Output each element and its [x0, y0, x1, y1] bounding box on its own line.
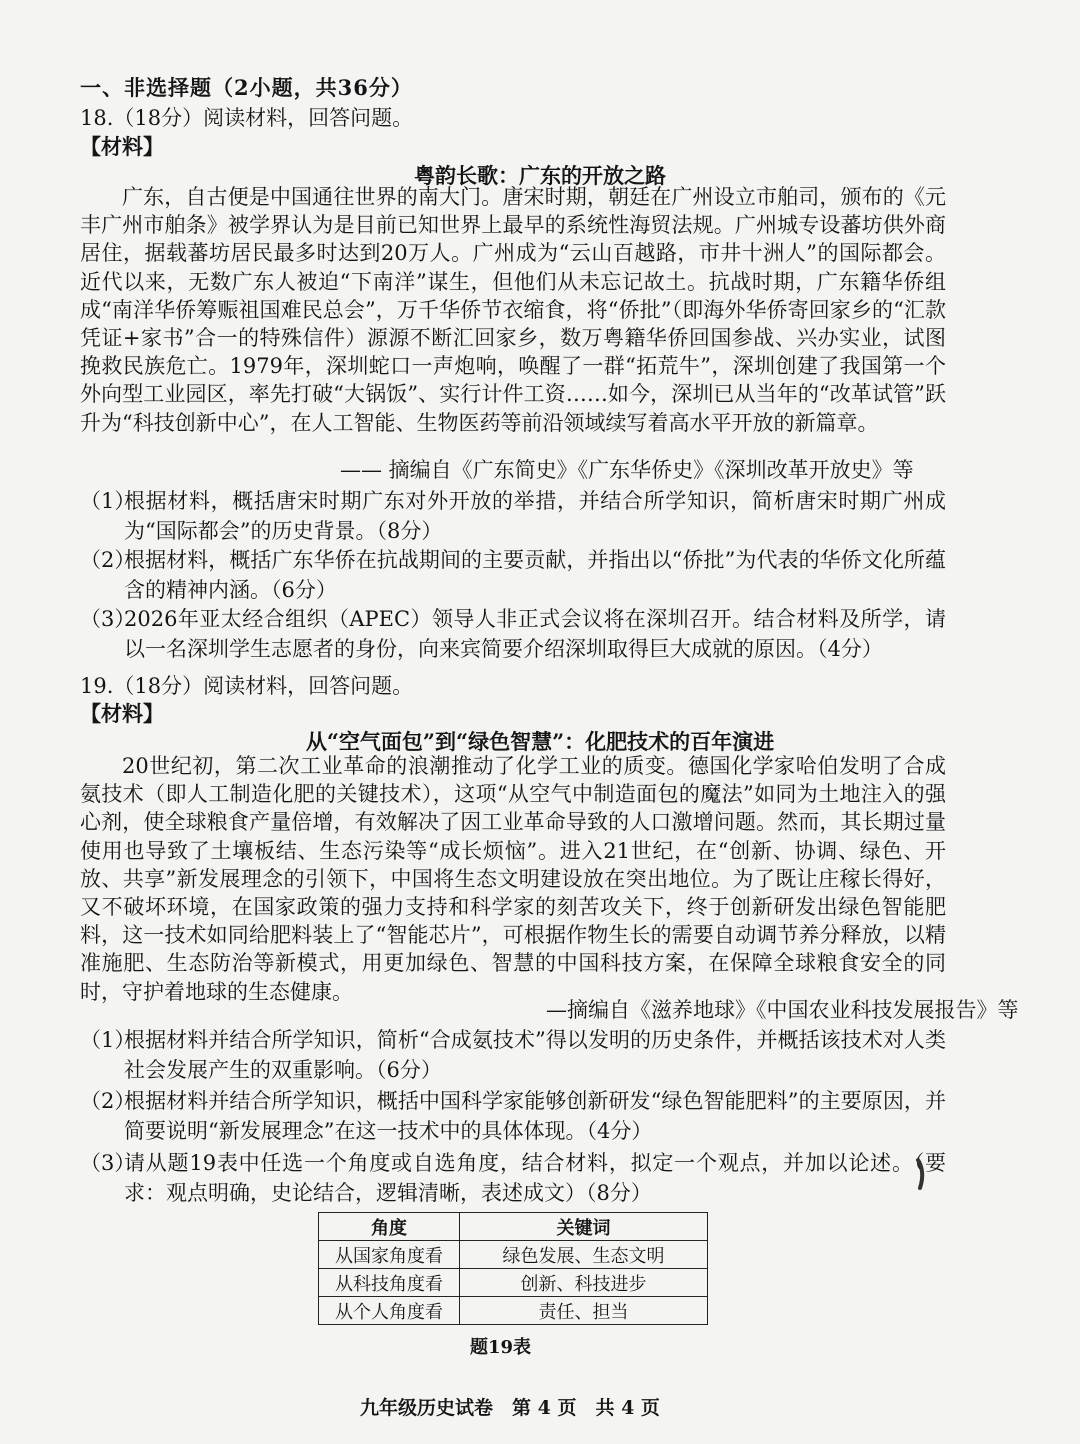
q19-material-label: 【材料】	[80, 701, 164, 726]
q19-question-3-text: 请从题19表中任选一个角度或自选角度，结合材料，拟定一个观点，并加以论述。（要求：观点明确，史论结合，逻辑清晰，表述成文）（8分）	[124, 1151, 946, 1205]
q19-question-1-text: 根据材料并结合所学知识，简析“合成氨技术”得以发明的历史条件，并概括该技术对人类社会发展产生的双重影响。（6分）	[124, 1028, 946, 1082]
q19-heading: 19.（18分）阅读材料，回答问题。	[80, 674, 414, 698]
table-cell: 创新、科技进步	[460, 1269, 708, 1297]
section-header: 一、非选择题（2小题，共36分）	[80, 75, 413, 100]
q19-keyword-table	[318, 1212, 708, 1325]
q19-question-3	[80, 1148, 946, 1208]
table-row	[319, 1297, 708, 1325]
q19-passage: 20世纪初，第二次工业革命的浪潮推动了化学工业的质变。德国化学家哈伯发明了合成氨技术（即人工制造化肥的关键技术），这项“从空气中制造面包的魔法”如同为土地注入的强心剂，使全球粮食产量倍增，有效解决了因工业革命导致的人口激增问题。然而，其长期过量使用也导致了土壤板结、生态污染等“成长烦恼”。进入21世纪，在“创新、协调、绿色、开放、共享”新发展理念的引领下，中国将生态文明建设放在突出地位。为了既让庄稼长得好，又不破坏环境，在国家政策的强力支持和科学家的刻苦攻关下，终于创新研发出绿色智能肥料，这一技术如同给肥料装上了“智能芯片”，可根据作物生长的需要自动调节养分释放，以精准施肥、生态防治等新模式，用更加绿色、智慧的中国科技方案，在保障全球粮食安全的同时，守护着地球的生态健康。	[80, 754, 946, 1004]
q18-question-2	[80, 545, 946, 605]
q19-question-1	[80, 1025, 946, 1085]
table-cell: 责任、担当	[460, 1297, 708, 1325]
q18-passage-title: 粤韵长歌：广东的开放之路	[414, 163, 666, 188]
q19-question-2-text: 根据材料并结合所学知识，概括中国科学家能够创新研发“绿色智能肥料”的主要原因，并简要说明“新发展理念”在这一技术中的具体体现。（4分）	[124, 1089, 946, 1143]
q18-question-1	[80, 486, 946, 546]
q19-question-2	[80, 1086, 946, 1146]
q18-question-2-number: （2）	[80, 548, 136, 572]
q18-question-2-text: 根据材料，概括广东华侨在抗战期间的主要贡献，并指出以“侨批”为代表的华侨文化所蕴含的精神内涵。（6分）	[124, 548, 946, 602]
table-caption: 题19表	[470, 1337, 532, 1358]
table-header-cell: 关键词	[460, 1213, 708, 1241]
page-footer: 九年级历史试卷 第 4 页 共 4 页	[360, 1397, 660, 1419]
q18-question-3	[80, 604, 946, 664]
q18-question-1-number: （1）	[80, 489, 136, 513]
q18-question-3-text: 2026年亚太经合组织（APEC）领导人非正式会议将在深圳召开。结合材料及所学，请以一名深圳学生志愿者的身份，向来宾简要介绍深圳取得巨大成就的原因。（4分）	[124, 607, 946, 661]
q19-question-2-number: （2）	[80, 1089, 136, 1113]
q19-source: —摘编自《滋养地球》《中国农业科技发展报告》等	[546, 998, 1019, 1022]
q18-question-3-number: （3）	[80, 607, 136, 631]
table-cell: 从个人角度看	[319, 1297, 460, 1325]
q18-question-1-text: 根据材料，概括唐宋时期广东对外开放的举措，并结合所学知识，简析唐宋时期广州成为“国际都会”的历史背景。（8分）	[124, 489, 946, 543]
q18-heading: 18.（18分）阅读材料，回答问题。	[80, 106, 414, 130]
table-header-row	[319, 1213, 708, 1241]
q18-material-label: 【材料】	[80, 134, 164, 159]
table-cell: 从国家角度看	[319, 1241, 460, 1269]
table-row	[319, 1241, 708, 1269]
table-header-cell: 角度	[319, 1213, 460, 1241]
table-cell: 从科技角度看	[319, 1269, 460, 1297]
q18-source: —— 摘编自《广东简史》《广东华侨史》《深圳改革开放史》等	[340, 458, 914, 482]
pencil-smudge-mark	[910, 1158, 930, 1192]
table-cell: 绿色发展、生态文明	[460, 1241, 708, 1269]
q19-question-3-number: （3）	[80, 1151, 136, 1175]
table-row	[319, 1269, 708, 1297]
q18-passage: 广东，自古便是中国通往世界的南大门。唐宋时期，朝廷在广州设立市舶司，颁布的《元丰广州市舶条》被学界认为是目前已知世界上最早的系统性海贸法规。广州城专设蕃坊供外商居住，据载蕃坊居民最多时达到20万人。广州成为“云山百越路，市井十洲人”的国际都会。近代以来，无数广东人被迫“下南洋”谋生，但他们从未忘记故土。抗战时期，广东籍华侨组成“南洋华侨筹赈祖国难民总会”，万千华侨节衣缩食，将“侨批”（即海外华侨寄回家乡的“汇款凭证+家书”合一的特殊信件）源源不断汇回家乡，数万粤籍华侨回国参战、兴办实业，试图挽救民族危亡。1979年，深圳蛇口一声炮响，唤醒了一群“拓荒牛”，深圳创建了我国第一个外向型工业园区，率先打破“大锅饭”、实行计件工资……如今，深圳已从当年的“改革试管”跃升为“科技创新中心”，在人工智能、生物医药等前沿领域续写着高水平开放的新篇章。	[80, 185, 946, 435]
q19-question-1-number: （1）	[80, 1028, 136, 1052]
q19-passage-title: 从“空气面包”到“绿色智慧”：化肥技术的百年演进	[305, 729, 775, 754]
